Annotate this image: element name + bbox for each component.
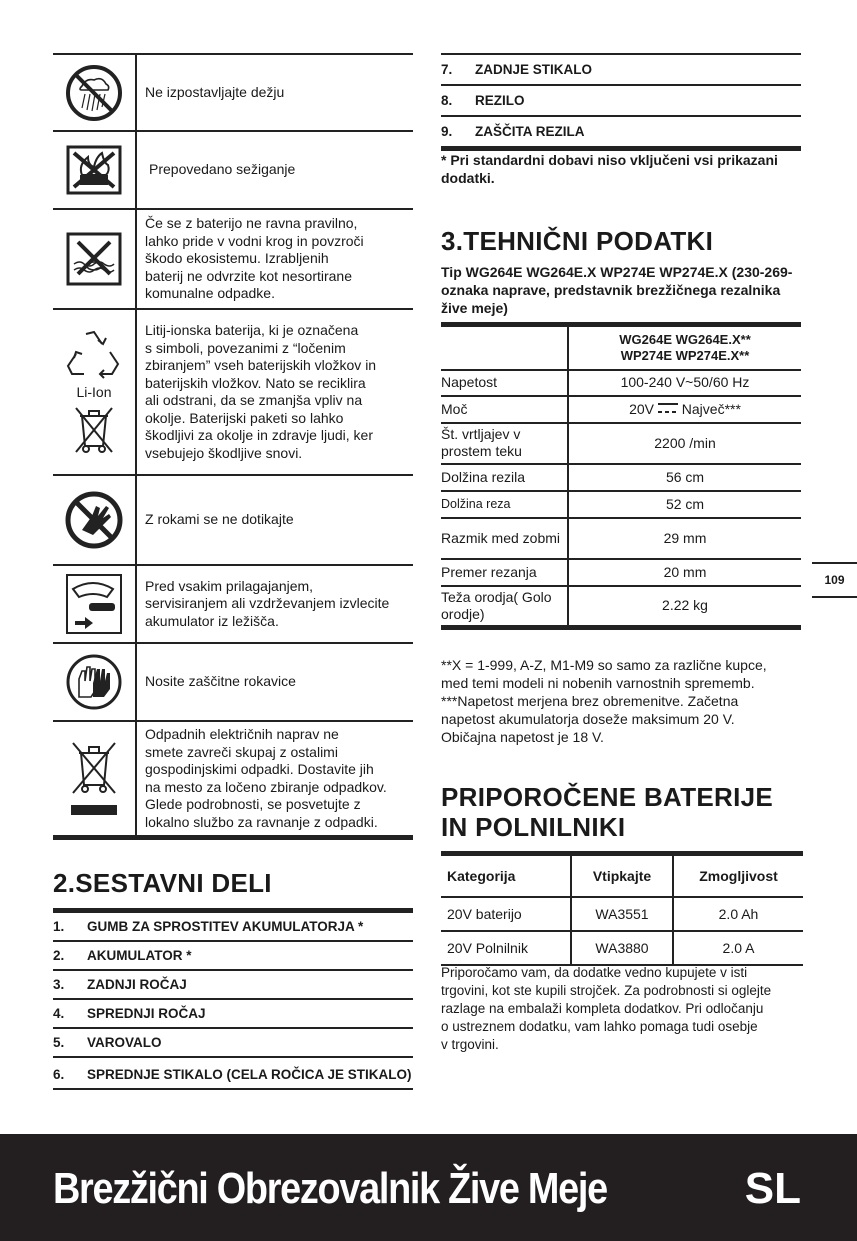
symbol-row <box>53 474 413 564</box>
tech-notes: **X = 1-999, A-Z, M1-M9 so samo za različne kupce, med temi modeli ni nobenih varnostnih sprememb. ***Napetost merjena brez obremenitve. Začetna napetost akumulatorja doseže maksimum 20 V. Običajna napetost je 18 V. <box>441 657 767 745</box>
symbol-row <box>53 720 413 840</box>
list-item: 2. AKUMULATOR * <box>53 942 413 971</box>
parts-note: * Pri standardni dobavi niso vključeni vsi prikazani dodatki. <box>441 152 778 186</box>
symbol-row <box>53 53 413 130</box>
dc-symbol-icon <box>658 403 678 413</box>
table-row: Dolžina reza 52 cm <box>441 491 801 518</box>
no-rain-icon <box>65 64 123 122</box>
list-item: 9. ZAŠČITA REZILA <box>441 117 801 151</box>
recycle-icon <box>64 328 124 380</box>
table-row: Teža orodja( Golo orodje) 2.22 kg <box>441 586 801 628</box>
power-value: 20V Največ*** <box>568 396 801 423</box>
remove-battery-icon <box>65 573 123 635</box>
spec-table <box>441 322 801 630</box>
spec-header: WG264E WG264E.X** WP274E WP274E.X** <box>568 325 801 370</box>
battery-note: Priporočamo vam, da dodatke vedno kupujete v isti trgovini, kot ste kupili strojček. Za podrobnosti si oglejte razlage na embalaži kompleta dodatkov. Pri odločanju o ustreznem dodatku, vam lahko pomaga tudi osebje v trgovini. <box>441 965 772 1052</box>
list-item: 5. VAROVALO <box>53 1029 413 1058</box>
symbol-text: Odpadnih električnih naprav ne smete zavreči skupaj z ostalimi gospodinjskimi odpadki. Dostavite jih na mesto za ločeno zbiranje odpadkov. Glede podrobnosti, se posvetujte z lokalno službo za ravnanje z odpadki. <box>145 726 387 830</box>
no-touch-icon <box>64 490 124 550</box>
no-water-disposal-icon <box>66 232 122 286</box>
symbol-text: Ne izpostavljajte dežju <box>145 83 285 100</box>
language-code: SL <box>744 1164 801 1213</box>
symbol-cell <box>53 310 137 474</box>
weee-bin-icon <box>69 739 119 819</box>
table-row: Dolžina rezila 56 cm <box>441 464 801 491</box>
table-row <box>441 325 801 370</box>
symbol-cell <box>53 722 137 835</box>
symbol-text: Litij-ionska baterija, ki je označena s simboli, povezanimi z “ločenim zbiranjem” vseh baterijskih vložkov in baterijskih vložkov. Nato se reciklira ali odstrani, da se zmanjša vpliv na okolje. Baterijski paketi so lahko škodljivi za okolje in zdravje ljudi, ker vsebujejo škodljive snovi. <box>145 322 377 461</box>
symbol-text: Če se z baterijo ne ravna pravilno, lahko pride v vodni krog in povzroči škodo ekosistemu. Izrabljenih baterij ne odvrzite kot nesortirane komunalne odpadke. <box>145 215 364 302</box>
list-item: 3. ZADNJI ROČAJ <box>53 971 413 1000</box>
table-row: 20V baterijo WA3551 2.0 Ah <box>441 897 803 931</box>
list-item: 1. GUMB ZA SPROSTITEV AKUMULATORJA * <box>53 913 413 942</box>
symbol-cell <box>53 55 137 130</box>
page-number: 109 <box>812 562 857 598</box>
symbol-cell <box>53 210 137 308</box>
weee-bin-icon <box>72 404 116 456</box>
no-burning-icon <box>66 145 122 195</box>
section-title-parts: 2.SESTAVNI DELI <box>53 868 272 898</box>
symbol-table <box>53 53 413 840</box>
table-row: Moč 20V Največ*** <box>441 396 801 423</box>
table-row: Premer rezanja 20 mm <box>441 559 801 586</box>
section-title-tech: 3.TEHNIČNI PODATKI <box>441 226 714 256</box>
symbol-cell <box>53 566 137 642</box>
symbol-row <box>53 642 413 720</box>
table-row: Napetost 100-240 V~50/60 Hz <box>441 370 801 396</box>
symbol-row <box>53 208 413 308</box>
symbol-text: Z rokami se ne dotikajte <box>145 511 294 528</box>
symbol-row <box>53 564 413 642</box>
symbol-text: Nosite zaščitne rokavice <box>145 673 296 690</box>
symbol-cell <box>53 132 137 208</box>
symbol-cell <box>53 476 137 564</box>
footer-bar <box>0 1134 857 1241</box>
symbol-cell <box>53 644 137 720</box>
symbol-row <box>53 308 413 474</box>
list-item: 6. SPREDNJE STIKALO (CELA ROČICA JE STIKALO) <box>53 1058 413 1090</box>
tech-subtitle: Tip WG264E WG264E.X WP274E WP274E.X (230-269- oznaka naprave, predstavnik brezžičnega rezalnika žive meje) <box>441 264 793 316</box>
parts-list-continued <box>441 53 801 151</box>
symbol-row <box>53 130 413 208</box>
symbol-text: Pred vsakim prilagajanjem, servisiranjem ali vzdrževanjem izvlecite akumulator iz ležišča. <box>145 577 390 629</box>
parts-list <box>53 908 413 1090</box>
footer-title: Brezžični Obrezovalnik Žive Meje <box>53 1164 607 1213</box>
list-item: 4. SPREDNJI ROČAJ <box>53 1000 413 1029</box>
list-item: 8. REZILO <box>441 86 801 117</box>
table-row: 20V Polnilnik WA3880 2.0 A <box>441 931 803 965</box>
table-row: Kategorija Vtipkajte Zmogljivost <box>441 854 803 898</box>
battery-table <box>441 851 803 966</box>
gloves-icon <box>65 653 123 711</box>
list-item: 7. ZADNJE STIKALO <box>441 55 801 86</box>
symbol-text: Prepovedano sežiganje <box>149 161 296 178</box>
table-row: Št. vrtljajev v prostem teku 2200 /min <box>441 423 801 464</box>
li-ion-label: Li-Ion <box>76 384 112 400</box>
section-title-batteries: PRIPOROČENE BATERIJE IN POLNILNIKI <box>441 782 774 842</box>
table-row: Razmik med zobmi 29 mm <box>441 518 801 559</box>
